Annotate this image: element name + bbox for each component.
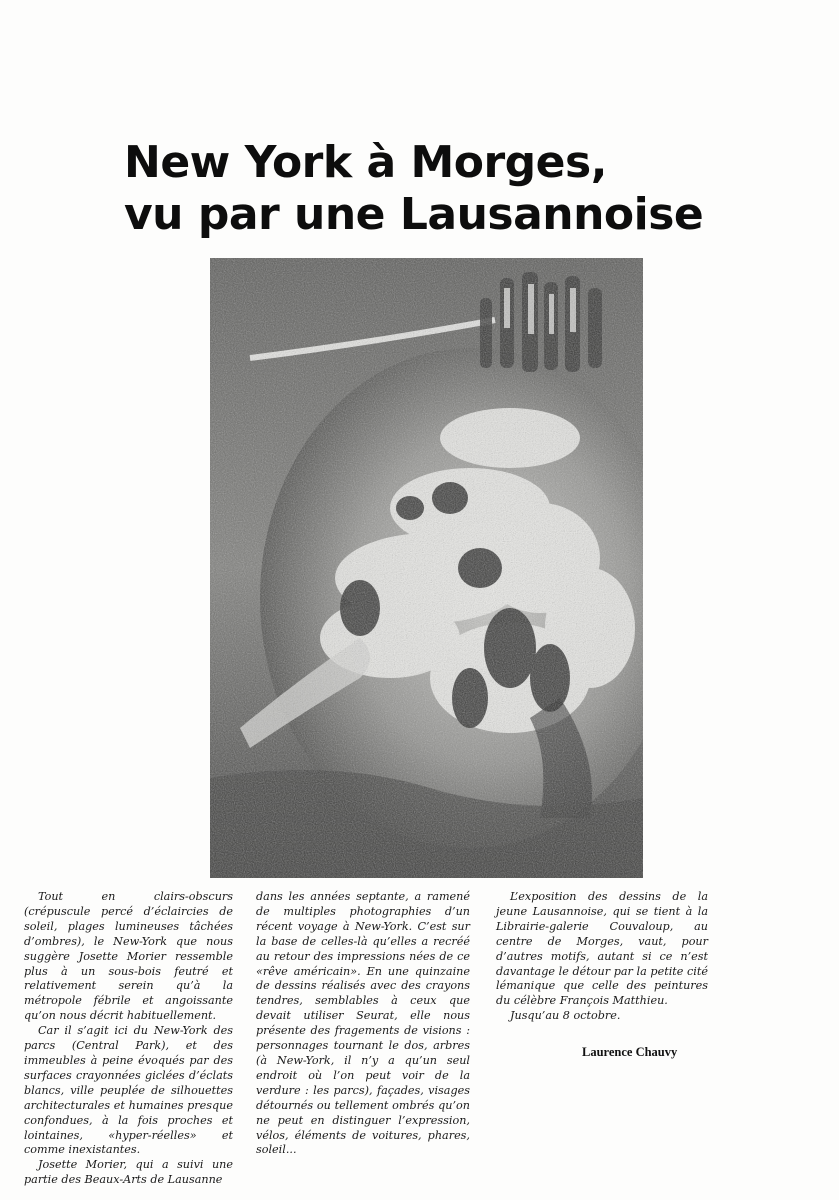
paragraph: Josette Morier, qui a suivi une partie des Beaux-Arts de Lausanne [24, 1158, 233, 1187]
headline-line-1: New York à Morges, [124, 137, 607, 189]
paragraph: Jusqu’au 8 octobre. [510, 1009, 621, 1023]
article-column-2 [256, 890, 470, 1158]
article-column-3 [496, 890, 708, 1024]
paragraph: dans les années septante, a ramené de multiples photographies d’un récent voyage à New-York. C’est sur la base de celles-là qu’elles a recréé au retour des impressions nées de ce «rêve américain». En une quinzaine de dessins réalisés avec des crayons tendres, semblables à ceux que devait utiliser Seurat, elle nous présente des fragements de visions : personnages tournant le dos, arbres (à New-York, il n’y a qu’un seul endroit où l’on peut voir de la verdure : les parcs), façades, visages détournés ou tellement ombrés qu’on ne peut en distinguer l’expression, vélos, éléments de voitures, phares, soleil... [256, 890, 470, 1157]
paragraph: L’exposition des dessins de la jeune Lausannoise, qui se tient à la Librairie-galerie Couvaloup, au centre de Morges, vaut, pour d’autres motifs, autant si ce n’est davantage le détour par la petite cité lémanique que celle des peintures du célèbre François Matthieu. [496, 890, 708, 1008]
paragraph: Tout en clairs-obscurs (crépuscule percé d’éclaircies de soleil, plages lumineuses tâchées d’ombres), le New-York que nous suggère Josette Morier ressemble plus à un sous-bois feutré et relativement serein qu’à la métropole fébrile et angoissante qu’on nous décrit habituellement. [24, 890, 233, 1023]
drawing-illustration [210, 258, 643, 878]
article-column-1 [24, 890, 233, 1188]
headline-line-2: vu par une Lausannoise [124, 189, 704, 241]
byline: Laurence Chauvy [582, 1045, 678, 1059]
drawing-image [210, 258, 643, 878]
headline [124, 137, 784, 241]
paragraph: Car il s’agit ici du New-York des parcs (Central Park), et des immeubles à peine évoqués par des surfaces crayonnées giclées d’éclats blancs, ville peuplée de silhouettes architecturales et humaines presque confondues, à la fois proches et lointaines, «hyper-réelles» et comme inexistantes. [24, 1024, 233, 1157]
